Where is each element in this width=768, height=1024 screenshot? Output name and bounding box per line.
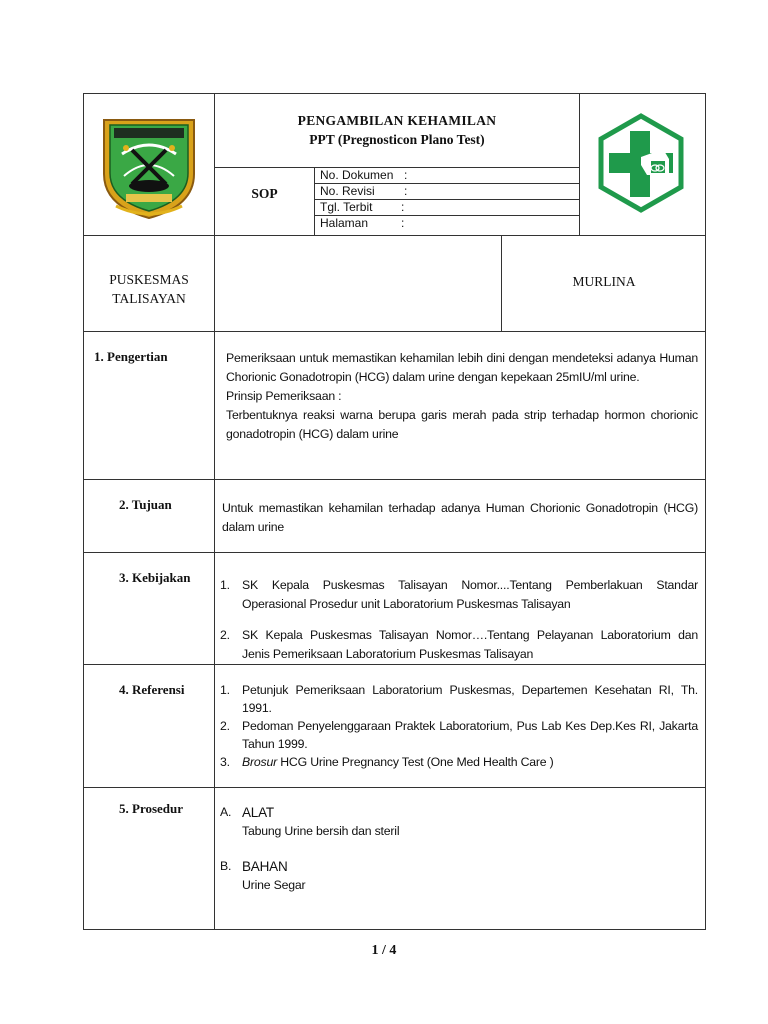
meta-label: Tgl. Terbit	[320, 200, 373, 214]
list-number: 3.	[220, 755, 230, 769]
paragraph: Pemeriksaan untuk memastikan kehamilan lebih dini dengan mendeteksi adanya Human Chorionic Gonadotropin (HCG) dalam urine dengan kepekaan 25mIU/ml urine.	[226, 351, 698, 384]
divider	[84, 331, 705, 332]
divider	[84, 664, 705, 665]
signature-name: MURLINA	[572, 274, 636, 289]
list-text: SK Kepala Puskesmas Talisayan Nomor….Tentang Pelayanan Laboratorium dan Jenis Pemeriksaan Laboratorium Puskesmas Talisayan	[242, 628, 698, 661]
document-subtitle: PPT (Pregnosticon Plano Test)	[309, 132, 485, 147]
section-body-referensi	[220, 681, 698, 771]
section-heading-referensi: 4. Referensi	[119, 682, 185, 697]
procedure-item	[220, 803, 698, 841]
section-heading-prosedur: 5. Prosedur	[119, 801, 184, 816]
paragraph: Terbentuknya reaksi warna berupa garis merah pada strip terhadap hormon chorionic gonadotropin (HCG) dalam urine	[226, 408, 698, 441]
list-item	[220, 626, 698, 664]
page-counter: 1 / 4	[371, 943, 397, 958]
divider	[84, 787, 705, 788]
divider	[84, 479, 705, 480]
divider	[84, 552, 705, 553]
regional-emblem-icon	[96, 114, 202, 222]
list-number: 1.	[220, 578, 230, 592]
organization-name	[84, 270, 214, 308]
list-text: HCG Urine Pregnancy Test (One Med Health Care )	[277, 755, 554, 769]
divider	[84, 235, 705, 236]
procedure-item	[220, 857, 698, 895]
puskesmas-cross-icon	[597, 113, 685, 213]
organization-line: TALISAYAN	[112, 291, 186, 306]
sop-document	[83, 93, 706, 930]
procedure-title: BAHAN	[242, 859, 288, 874]
meta-row-document-number	[315, 168, 579, 184]
sop-label: SOP	[251, 186, 278, 201]
list-text-italic: Brosur	[242, 755, 278, 769]
meta-separator: :	[404, 184, 408, 198]
procedure-letter: B.	[220, 859, 232, 873]
meta-row-revision	[315, 184, 579, 200]
list-number: 2.	[220, 628, 230, 642]
list-number: 2.	[220, 719, 230, 733]
document-title: PENGAMBILAN KEHAMILAN	[297, 113, 497, 128]
list-item	[220, 717, 698, 753]
section-body-prosedur	[220, 803, 698, 895]
section-body-tujuan: Untuk memastikan kehamilan terhadap adanya Human Chorionic Gonadotropin (HCG) dalam urine	[222, 501, 698, 534]
list-text: Petunjuk Pemeriksaan Laboratorium Puskesmas, Departemen Kesehatan RI, Th. 1991.	[242, 683, 698, 715]
procedure-letter: A.	[220, 805, 232, 819]
procedure-title: ALAT	[242, 805, 274, 820]
meta-label: No. Dokumen	[320, 168, 394, 182]
organization-line: PUSKESMAS	[109, 272, 189, 287]
meta-row-issue-date	[315, 200, 579, 216]
procedure-detail: Tabung Urine bersih dan steril	[242, 824, 400, 838]
list-text: Pedoman Penyelenggaraan Praktek Laboratorium, Pus Lab Kes Dep.Kes RI, Jakarta Tahun 1999.	[242, 719, 698, 751]
divider	[579, 94, 580, 235]
section-body-kebijakan	[220, 576, 698, 664]
meta-separator: :	[401, 200, 405, 214]
meta-row-page	[315, 216, 579, 232]
meta-label: Halaman	[320, 216, 369, 230]
meta-separator: :	[401, 216, 405, 230]
list-item	[220, 576, 698, 614]
list-item	[220, 681, 698, 717]
meta-label: No. Revisi	[320, 184, 375, 198]
list-text: SK Kepala Puskesmas Talisayan Nomor....Tentang Pemberlakuan Standar Operasional Prosedur unit Laboratorium Puskesmas Talisayan	[242, 578, 698, 611]
section-heading-kebijakan: 3. Kebijakan	[119, 570, 191, 585]
list-number: 1.	[220, 683, 230, 697]
section-heading-pengertian: 1. Pengertian	[94, 349, 168, 364]
section-body-pengertian	[226, 349, 698, 444]
paragraph: Prinsip Pemeriksaan :	[226, 389, 342, 403]
divider	[214, 94, 215, 930]
list-item	[220, 753, 698, 771]
section-heading-tujuan: 2. Tujuan	[119, 497, 172, 512]
procedure-detail: Urine Segar	[242, 878, 306, 892]
meta-separator: :	[404, 168, 408, 182]
